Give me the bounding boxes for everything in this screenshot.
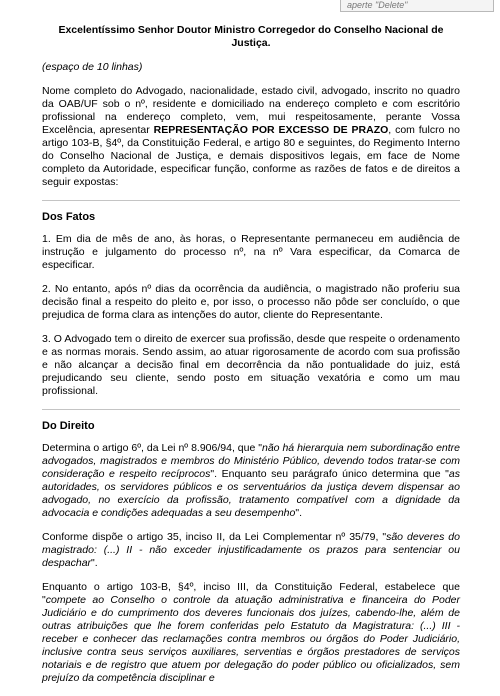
section-heading-fatos: Dos Fatos: [42, 211, 96, 223]
delete-hint-text: aperte "Delete": [347, 0, 408, 10]
fatos-item-2: 2. No entanto, após nº dias da ocorrência da audiência, o magistrado não proferiu sua decisão final a respeito do pleito e, por isso, o processo não pôde ser concluído, o que prejudica de forma clara as intenções do autor, cliente do Representante.: [42, 283, 460, 321]
quote-span: são deveres do magistrado: (...) II - não exceder injustificadamente os prazos para sentenciar ou despachar: [42, 531, 460, 569]
text-span: ".: [295, 507, 303, 519]
text-span: ". Enquanto seu parágrafo único determina que ": [210, 468, 449, 480]
text-span: Enquanto o artigo 103-B, §4º, inciso III, da Constituição Federal, estabelece que ": [42, 581, 460, 606]
intro-paragraph: [42, 85, 460, 189]
section-heading-direito: Do Direito: [42, 420, 95, 432]
quote-span: não há hierarquia nem subordinação entre advogados, magistrados e membros do Ministério Público, devendo todos tratar-se com consideração e respeito recíprocos: [42, 442, 460, 480]
space-note: [42, 61, 460, 74]
direito-paragraph-3: [42, 581, 460, 685]
intro-text-bold: REPRESENTAÇÃO POR EXCESSO DE PRAZO: [153, 124, 389, 136]
fatos-item-1: 1. Em dia de mês de ano, às horas, o Representante permaneceu em audiência de instrução e julgamento do processo nº, na nº Vara especificar, da Comarca de especificar.: [42, 233, 460, 271]
quote-span: compete ao Conselho o controle da atuação administrativa e financeira do Poder Judiciário e do cumprimento dos deveres funcionais dos juízes, cabendo-lhe, além de outras atribuições que lhe forem conferidas pelo Estatuto da Magistratura: (...) III - receber e conhecer das reclamações contra membros ou órgãos do Poder Judiciário, inclusive contra seus serviços auxiliares, serventias e órgãos prestadores de serviços notariais e de registro que atuem por delegação do poder público ou oficializados, sem prejuízo da competência disciplinar e: [42, 594, 460, 684]
text-span: Conforme dispõe o artigo 35, inciso II, da Lei Complementar nº 35/79, ": [42, 531, 387, 543]
section-divider: [42, 200, 460, 201]
delete-hint-box: [340, 0, 494, 12]
quote-span: as autoridades, os servidores públicos e os serventuários da justiça devem dispensar ao advogado, no exercício da profissão, tratamento compatível com a dignidade da advocacia e condições adequadas a seu desempenho: [42, 468, 460, 519]
text-span: Determina o artigo 6º, da Lei nº 8.906/94, que ": [42, 442, 262, 454]
section-divider: [42, 409, 460, 410]
document-page: [42, 24, 460, 696]
text-span: ".: [91, 557, 98, 569]
direito-paragraph-2: [42, 531, 460, 570]
direito-paragraph-1: [42, 442, 460, 520]
intro-text-post: , com fulcro no artigo 103-B, §4º, da Constituição Federal, e artigo 80 e seguintes, do Regimento Interno do Conselho Nacional de Justiça, e demais dispositivos legais, em face de Nome completo da Autoridade, especificar função, conforme as razões de fatos e de direitos a seguir expostas:: [42, 124, 460, 188]
space-note-text: (espaço de 10 linhas): [42, 61, 143, 73]
fatos-item-3: 3. O Advogado tem o direito de exercer sua profissão, desde que respeite o ordenamento e as normas morais. Sendo assim, ao atuar rigorosamente de acordo com sua profissão e não alcançar a decisão final em decorrência da não pontualidade do juiz, está prejudicando seu cliente, sendo posto em situação vexatória e como um mau profissional.: [42, 333, 460, 397]
document-title: Excelentíssimo Senhor Doutor Ministro Corregedor do Conselho Nacional de Justiça.: [58, 24, 444, 49]
intro-text-pre: Nome completo do Advogado, nacionalidade, estado civil, advogado, inscrito no quadro da OAB/UF sob o nº, residente e domiciliado na endereço completo e com escritório profissional na endereço completo, vem, mui respeitosamente, perante Vossa Excelência, apresentar: [42, 85, 460, 136]
